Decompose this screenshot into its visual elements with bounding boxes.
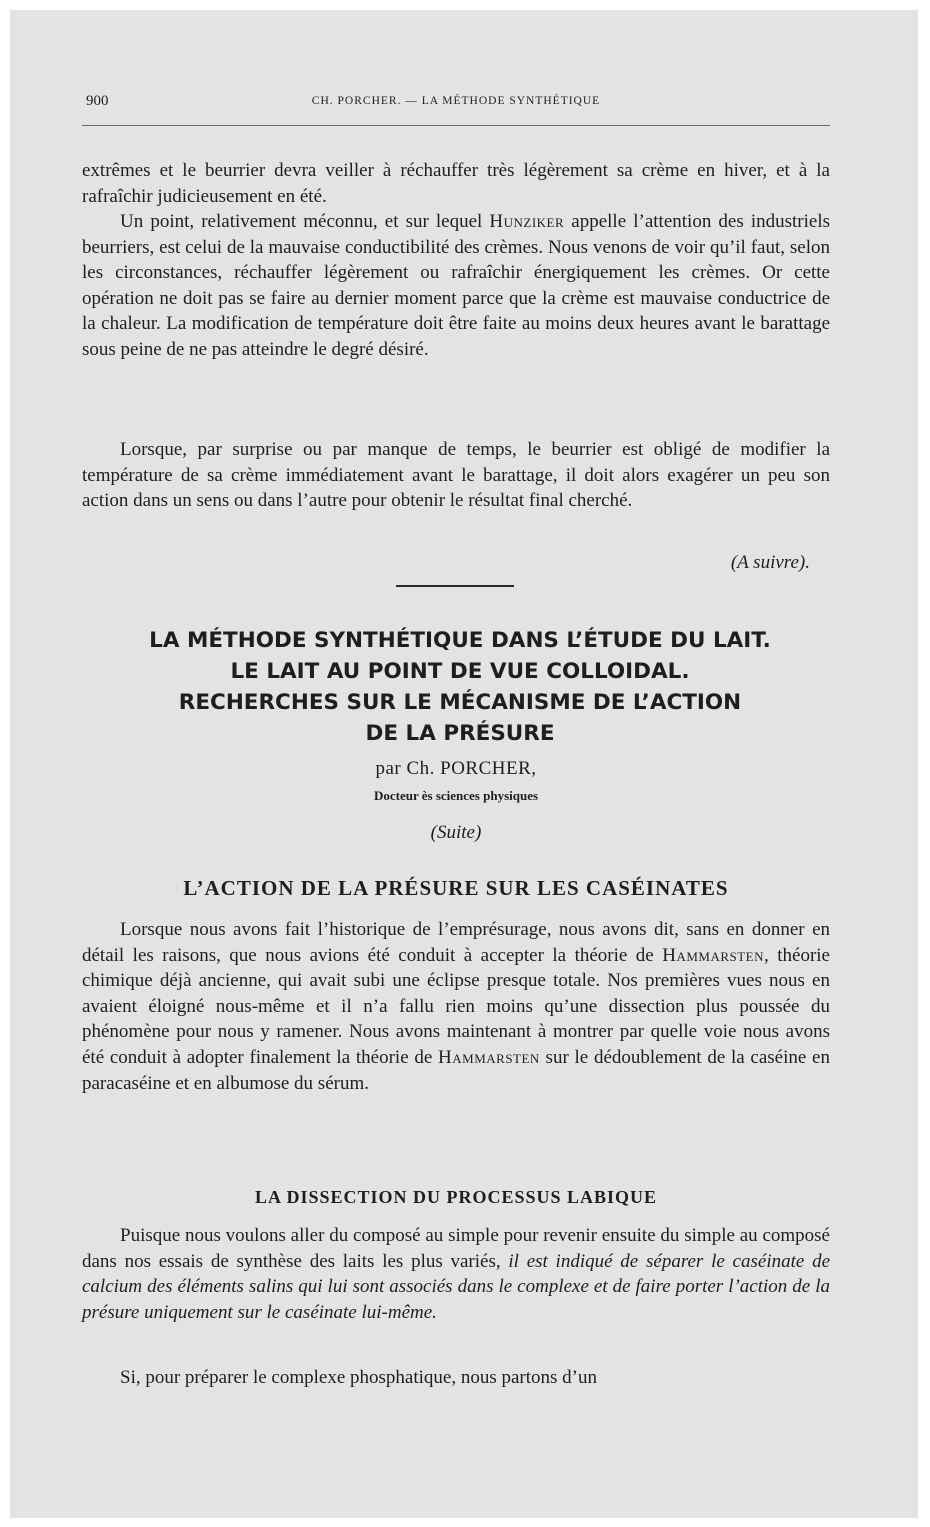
running-header (82, 93, 830, 115)
paragraph-2-end: appelle l’attention des industriels beurriers, est celui de la mauvaise conductibilité des crèmes. Nous venons de voir qu’il faut, selon les circonstances, réchauffer légèrement ou rafraîchir énergiquement les crèmes. Or cette opération ne doit pas se faire au dernier moment parce que la crème est mauvaise conductrice de la chaleur. La modification de température doit être faite au moins deux heures avant le barattage sous peine de ne pas atteindre le degré désiré. (82, 211, 831, 360)
paragraph-1: extrêmes et le beurrier devra veiller à réchauffer très légèrement sa crème en hiver, et à la rafraîchir judicieusement en été. (82, 160, 830, 207)
section-heading-dissection: LA DISSECTION DU PROCESSUS LABIQUE (254, 1187, 658, 1207)
section-1-text-a: Lorsque nous avons fait l’historique de l’emprésurage, nous avons dit, sans en donner en détail les raisons, que nous avions été conduit à accepter la théorie de (82, 919, 830, 966)
section-heading-caseinates: L’ACTION DE LA PRÉSURE SUR LES CASÉINATES (183, 876, 729, 900)
author-name-hammarsten: Hammarsten (438, 1046, 540, 1068)
title-line: DE LA PRÉSURE (365, 721, 555, 746)
paragraph-3: Lorsque, par surprise ou par manque de temps, le beurrier est obligé de modifier la température de sa crème immédiatement avant le barattage, il doit alors exagérer un peu son action dans un sens ou dans l’autre pour obtenir le résultat final cherché. (82, 439, 830, 512)
section-1-paragraph (82, 917, 830, 1096)
article-author: par Ch. PORCHER, (375, 758, 537, 779)
section-2-text-italic: il est indiqué de séparer le caséinate de calcium des éléments salins qui lui sont associés dans le complexe et de faire porter l’action de la présure uniquement sur le caséinate lui-même. (82, 1250, 830, 1323)
header-rule (82, 125, 830, 126)
page-number: 900 (86, 93, 109, 109)
section-2-text-roman: Puisque nous voulons aller du composé au simple pour revenir ensuite du simple au composé dans nos essais de synthèse des laits les plus variés, (82, 1225, 830, 1272)
author-credential: Docteur ès sciences physiques (373, 788, 539, 803)
paragraph-2 (82, 209, 830, 363)
article-title (70, 625, 850, 749)
paragraph-2-start: Un point, relativement méconnu, et sur lequel (120, 211, 490, 232)
running-title: CH. PORCHER. — LA MÉTHODE SYNTHÉTIQUE (311, 95, 601, 107)
section-2-paragraph-2: Si, pour préparer le complexe phosphatique, nous partons d’un (120, 1367, 597, 1388)
title-line: RECHERCHES SUR LE MÉCANISME DE L’ACTION (178, 690, 742, 715)
title-line: LE LAIT AU POINT DE VUE COLLOIDAL. (230, 659, 690, 684)
continued-label: (Suite) (430, 822, 482, 843)
section-2-paragraph-1 (82, 1223, 830, 1325)
author-name-hammarsten: Hammarsten (662, 944, 765, 966)
author-name-hunziker: Hunziker (489, 211, 565, 232)
to-be-continued: (A suivre). (730, 552, 810, 573)
section-1-text-b: , théorie chimique déjà ancienne, qui avait subi une éclipse presque totale. Nos premières vues nous en avaient éloigné nous-même et il n’a fallu rien moins qu’une dissection plus poussée du phénomène pour nous y ramener. Nous avons maintenant à montrer par quelle voie nous avons été conduit à adopter finalement la théorie de (82, 944, 830, 1068)
section-1-text-c: sur le dédoublement de la caséine en paracaséine et en albumose du sérum. (82, 1046, 830, 1094)
title-line: LA MÉTHODE SYNTHÉTIQUE DANS L’ÉTUDE DU LAIT. (149, 628, 771, 653)
separator-rule (396, 585, 514, 587)
